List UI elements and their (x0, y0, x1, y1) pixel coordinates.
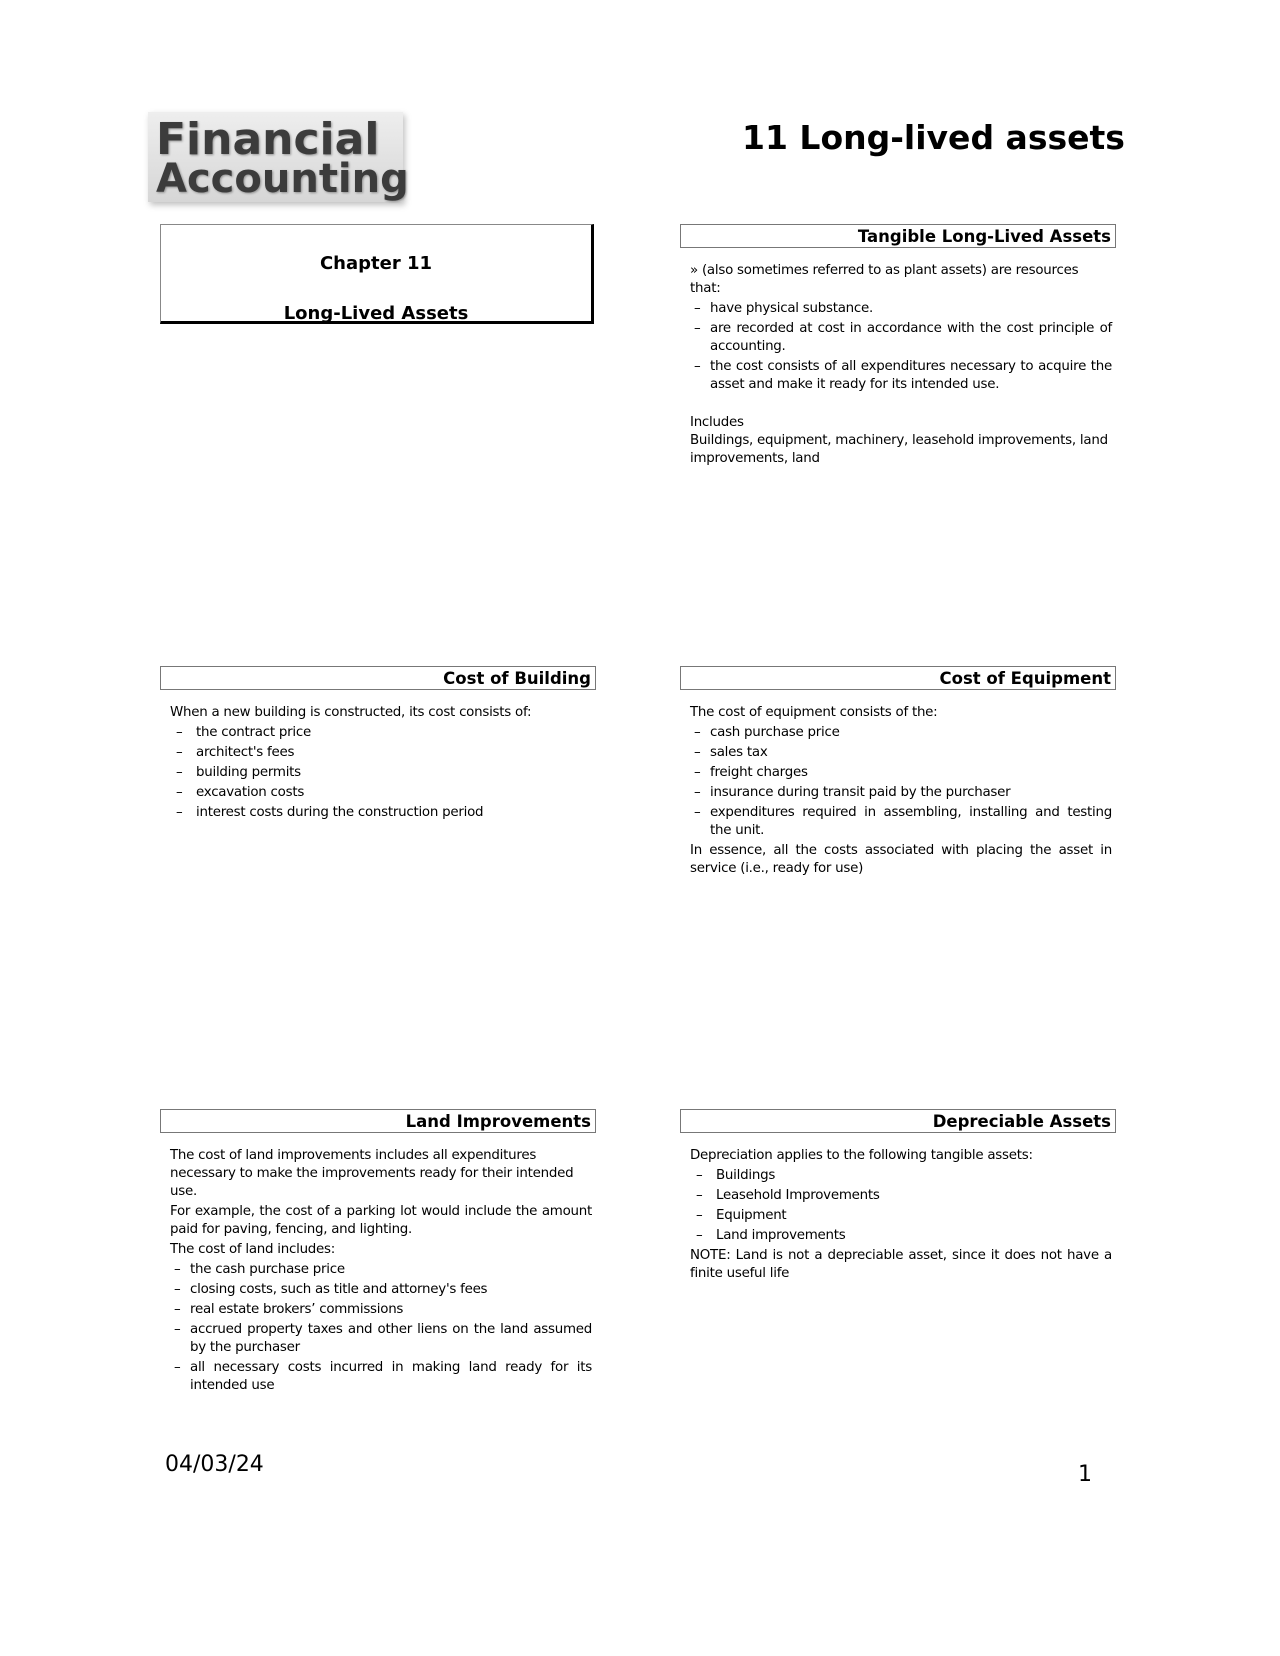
logo-line-financial: Financial (156, 114, 380, 165)
slide-tangible-assets (680, 224, 1116, 470)
list-item: – cash purchase price (690, 724, 1112, 742)
paragraph: The cost of land improvements includes all expenditures necessary to make the improvements ready for their intended use. (170, 1148, 574, 1199)
list-item: – excavation costs (170, 784, 592, 802)
list-item: – sales tax (690, 744, 1112, 762)
bullet-list (690, 300, 1112, 394)
list-item: – all necessary costs incurred in making land ready for its intended use (170, 1359, 592, 1395)
list-item: – expenditures required in assembling, installing and testing the unit. (690, 804, 1112, 840)
slide-body (680, 1147, 1116, 1283)
page-title: 11 Long-lived assets (742, 118, 1125, 157)
slide-body (160, 704, 596, 822)
intro-text: The cost of equipment consists of the: (690, 705, 938, 720)
list-item: – the cost consists of all expenditures necessary to acquire the asset and make it ready for its intended use. (690, 358, 1112, 394)
slide-title: Land Improvements (160, 1109, 596, 1133)
slide-title: Tangible Long-Lived Assets (680, 224, 1116, 248)
list-item: – interest costs during the construction period (170, 804, 592, 822)
note-text: NOTE: Land is not a depreciable asset, since it does not have a finite useful life (690, 1248, 1112, 1281)
logo-line-accounting: Accounting (156, 156, 409, 202)
list-item: – building permits (170, 764, 592, 782)
financial-accounting-logo (148, 112, 409, 202)
paragraph: The cost of land includes: (170, 1242, 336, 1257)
slide-body (160, 1147, 596, 1395)
slide-title: Cost of Equipment (680, 666, 1116, 690)
footer-date: 04/03/24 (165, 1452, 264, 1477)
chapter-name: Long-Lived Assets (283, 303, 469, 324)
bullet-list (690, 1167, 1112, 1245)
list-item: – Buildings (690, 1167, 1112, 1185)
list-item: – Equipment (690, 1207, 1112, 1225)
list-item: – the contract price (170, 724, 592, 742)
list-item: – Leasehold Improvements (690, 1187, 1112, 1205)
slide-land-improvements (160, 1109, 596, 1397)
paragraph: For example, the cost of a parking lot would include the amount paid for paving, fencing, and lighting. (170, 1204, 592, 1237)
list-item: – closing costs, such as title and attorney's fees (170, 1281, 592, 1299)
slide-title: Cost of Building (160, 666, 596, 690)
slide-title: Depreciable Assets (680, 1109, 1116, 1133)
bullet-list (170, 1261, 592, 1395)
page-number: 1 (1078, 1462, 1092, 1487)
chapter-title-slide (160, 224, 594, 324)
intro-text: Depreciation applies to the following tangible assets: (690, 1148, 1033, 1163)
list-item: – the cash purchase price (170, 1261, 592, 1279)
includes-text: Buildings, equipment, machinery, leasehold improvements, land improvements, land (690, 433, 1108, 466)
list-item: – real estate brokers’ commissions (170, 1301, 592, 1319)
bullet-list (690, 724, 1112, 840)
list-item: – are recorded at cost in accordance with the cost principle of accounting. (690, 320, 1112, 356)
includes-label: Includes (690, 415, 744, 430)
chapter-number: Chapter 11 (319, 253, 433, 274)
list-item: – Land improvements (690, 1227, 1112, 1245)
intro-text: When a new building is constructed, its cost consists of: (170, 705, 532, 720)
list-item: – have physical substance. (690, 300, 1112, 318)
summary-text: In essence, all the costs associated with placing the asset in service (i.e., ready for use) (690, 843, 1112, 876)
slide-cost-of-building (160, 666, 596, 824)
intro-text: » (also sometimes referred to as plant assets) are resources that: (690, 263, 1079, 296)
slide-body (680, 262, 1116, 468)
list-item: – freight charges (690, 764, 1112, 782)
slide-body (680, 704, 1116, 878)
list-item: – accrued property taxes and other liens on the land assumed by the purchaser (170, 1321, 592, 1357)
list-item: – insurance during transit paid by the purchaser (690, 784, 1112, 802)
slide-depreciable-assets (680, 1109, 1116, 1285)
list-item: – architect's fees (170, 744, 592, 762)
slide-cost-of-equipment (680, 666, 1116, 880)
bullet-list (170, 724, 592, 822)
